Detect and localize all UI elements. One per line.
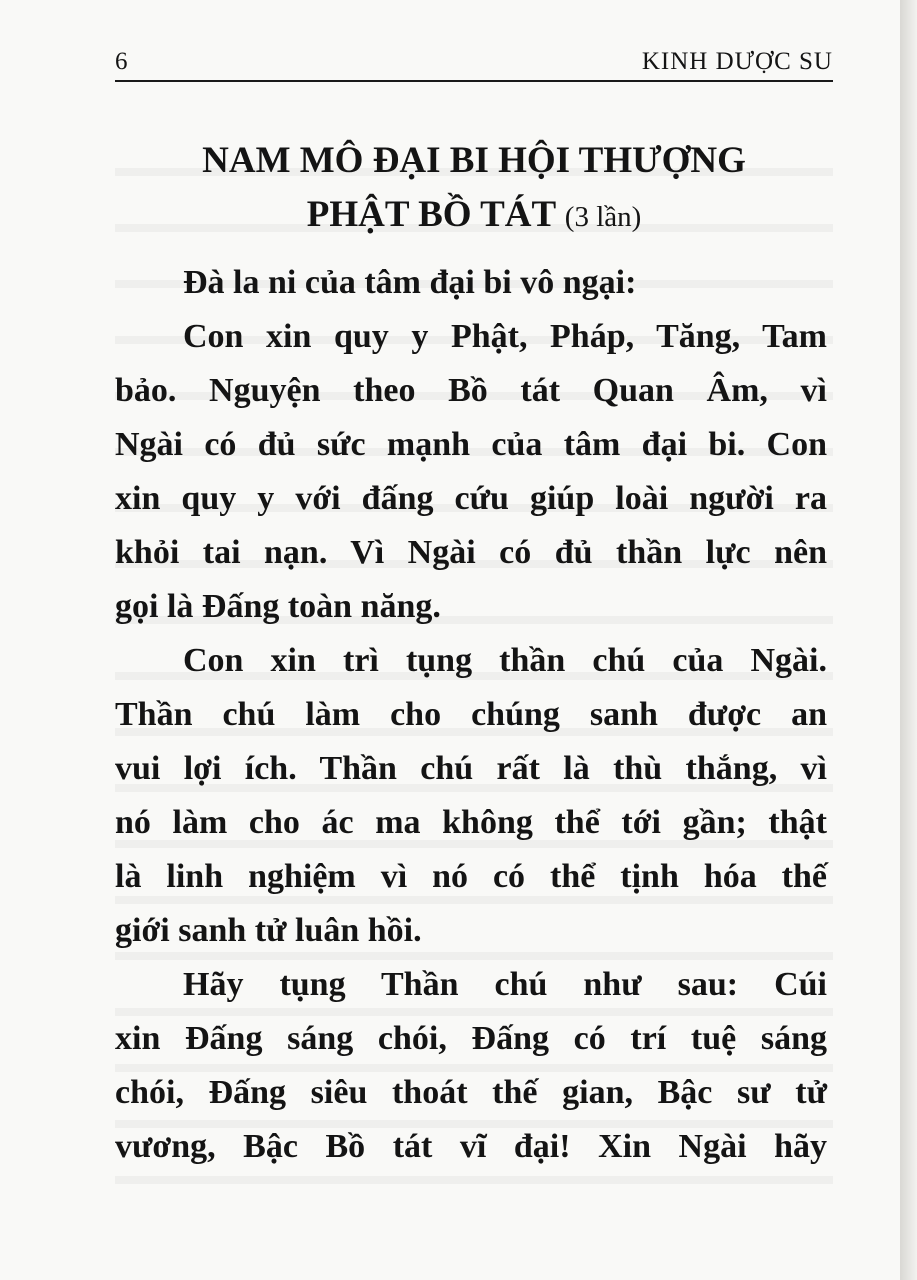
text-line: bảo. Nguyện theo Bồ tát Quan Âm, vì	[115, 372, 827, 409]
text-line: nó làm cho ác ma không thể tới gần; thật	[115, 804, 827, 841]
text-line: Con xin trì tụng thần chú của Ngài.	[183, 642, 827, 679]
text-line: xin quy y với đấng cứu giúp loài người ra	[115, 480, 827, 517]
text-line: là linh nghiệm vì nó có thể tịnh hóa thế	[115, 858, 827, 895]
running-header	[115, 46, 833, 82]
text-line: xin Đấng sáng chói, Đấng có trí tuệ sáng	[115, 1020, 827, 1057]
section-heading-text: PHẬT BỒ TÁT	[306, 194, 556, 235]
text-line: Ngài có đủ sức mạnh của tâm đại bi. Con	[115, 426, 827, 463]
page-edge	[900, 0, 917, 1280]
text-line: giới sanh tử luân hồi.	[115, 912, 422, 949]
section-heading-line-2	[115, 195, 833, 237]
repeat-note: (3 lần)	[564, 201, 642, 233]
text-line: vương, Bậc Bồ tát vĩ đại! Xin Ngài hãy	[115, 1128, 827, 1165]
text-line: khỏi tai nạn. Vì Ngài có đủ thần lực nên	[115, 534, 827, 571]
text-line: chói, Đấng siêu thoát thế gian, Bậc sư tử	[115, 1074, 827, 1111]
paragraph-refuge	[115, 310, 827, 634]
intro-line: Đà la ni của tâm đại bi vô ngại:	[183, 264, 637, 301]
text-line: Con xin quy y Phật, Pháp, Tăng, Tam	[183, 318, 827, 355]
paragraph-mantra	[115, 634, 827, 958]
text-line: Thần chú làm cho chúng sanh được an	[115, 696, 827, 733]
text-line: vui lợi ích. Thần chú rất là thù thắng, vì	[115, 750, 827, 787]
page-number: 6	[115, 48, 128, 75]
text-line: Hãy tụng Thần chú như sau: Cúi	[183, 966, 827, 1003]
text-line: gọi là Đấng toàn năng.	[115, 588, 441, 625]
paragraph-recitation	[115, 958, 827, 1174]
body-text	[115, 256, 827, 1174]
running-title: KINH DƯỢC SU	[641, 48, 833, 75]
section-heading-line-1: NAM MÔ ĐẠI BI HỘI THƯỢNG	[202, 140, 746, 181]
